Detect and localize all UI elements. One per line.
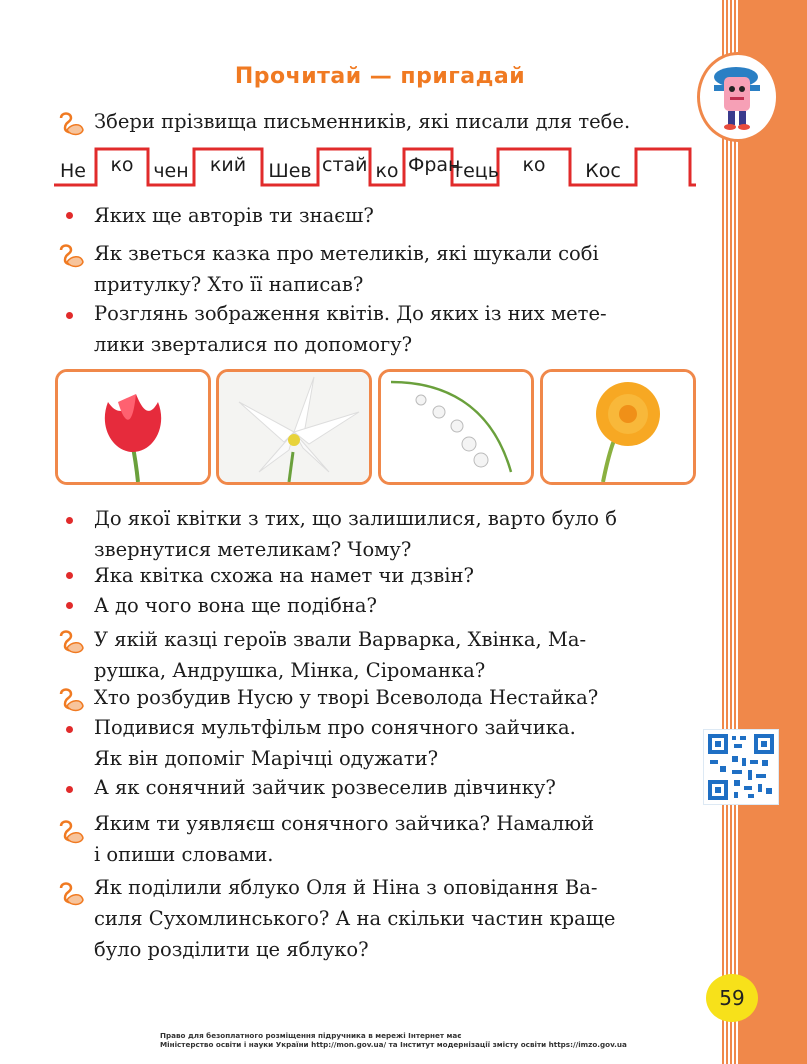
syllable-puzzle bbox=[54, 147, 696, 191]
text-line: Подивися мультфільм про сонячного зайчика. bbox=[94, 716, 576, 739]
flower-image-dandelion bbox=[540, 369, 696, 485]
bullet-icon bbox=[66, 517, 73, 524]
text-line: Розглянь зображення квітів. До яких із них мете- bbox=[94, 302, 607, 325]
syllable: Шев bbox=[268, 160, 312, 182]
syllable: кий bbox=[209, 154, 247, 176]
syllable: ко bbox=[522, 154, 546, 176]
task-text-7 bbox=[94, 624, 694, 686]
text-line: Як поділили яблуко Оля й Ніна з оповідання Ва- bbox=[94, 876, 598, 899]
text-line: Як він допоміг Марічці одужати? bbox=[94, 747, 439, 770]
text-line: Хто розбудив Нусю у творі Всеволода Нестайка? bbox=[94, 686, 599, 709]
flower-image-lily bbox=[216, 369, 372, 485]
task-marker-icon bbox=[57, 816, 87, 846]
syllable: стай bbox=[322, 154, 368, 176]
page-title: Прочитай — пригадай bbox=[234, 64, 526, 89]
syllable: Кос bbox=[585, 160, 621, 182]
text-line: А як сонячний зайчик розвеселив дівчинку? bbox=[94, 776, 556, 799]
text-line: силя Сухомлинського? А на скільки частин краще bbox=[94, 907, 616, 930]
text-line: Як зветься казка про метеликів, які шукали собі bbox=[94, 242, 599, 265]
task-text-12 bbox=[94, 872, 694, 965]
text-line: У якій казці героїв звали Варварка, Хвінка, Ма- bbox=[94, 628, 587, 651]
text-line: Збери прізвища письменників, які писали для тебе. bbox=[94, 110, 631, 133]
page-number: 59 bbox=[719, 986, 745, 1010]
task-text-6 bbox=[94, 590, 694, 621]
task-marker-icon bbox=[57, 626, 87, 656]
bullet-icon bbox=[66, 312, 73, 319]
flower-image-tulip bbox=[55, 369, 211, 485]
footer-line: Право для безоплатного розміщення підручника в мережі Інтернет має bbox=[160, 1031, 462, 1040]
text-line: А до чого вона ще подібна? bbox=[94, 594, 377, 617]
text-line: До якої квітки з тих, що залишилися, варто було б bbox=[94, 507, 617, 530]
task-text-10 bbox=[94, 772, 694, 803]
syllable: чен bbox=[153, 160, 189, 182]
footer-license bbox=[160, 1031, 630, 1049]
task-text-9 bbox=[94, 712, 694, 774]
syllable: тець bbox=[452, 160, 499, 182]
flower-image-lily-of-the-valley bbox=[378, 369, 534, 485]
text-line: Яких ще авторів ти знаєш? bbox=[94, 204, 374, 227]
text-line: Яка квітка схожа на намет чи дзвін? bbox=[94, 564, 474, 587]
task-text-0 bbox=[94, 106, 694, 137]
task-marker-icon bbox=[57, 684, 87, 714]
syllable: ко bbox=[110, 154, 134, 176]
text-line: Яким ти уявляєш сонячного зайчика? Намалюй bbox=[94, 812, 595, 835]
task-text-2 bbox=[94, 238, 694, 300]
bullet-icon bbox=[66, 572, 73, 579]
bullet-icon bbox=[66, 726, 73, 733]
syllable: Не bbox=[60, 160, 86, 182]
text-line: притулку? Хто її написав? bbox=[94, 273, 364, 296]
task-marker-icon bbox=[57, 878, 87, 908]
task-text-5 bbox=[94, 560, 694, 591]
text-line: і опиши словами. bbox=[94, 843, 274, 866]
task-text-1 bbox=[94, 200, 694, 231]
syllable: ко bbox=[375, 160, 399, 182]
qr-code-icon[interactable] bbox=[703, 729, 779, 805]
task-marker-icon bbox=[57, 108, 87, 138]
syllable: Фран bbox=[408, 154, 461, 176]
text-line: було розділити це яблуко? bbox=[94, 938, 369, 961]
bullet-icon bbox=[66, 212, 73, 219]
task-text-11 bbox=[94, 808, 694, 870]
task-text-3 bbox=[94, 298, 694, 360]
text-line: рушка, Андрушка, Мінка, Сіроманка? bbox=[94, 659, 486, 682]
task-text-4 bbox=[94, 503, 694, 565]
bullet-icon bbox=[66, 786, 73, 793]
bullet-icon bbox=[66, 602, 73, 609]
task-text-8 bbox=[94, 682, 694, 713]
task-marker-icon bbox=[57, 240, 87, 270]
text-line: звернутися метеликам? Чому? bbox=[94, 538, 412, 561]
footer-line: Міністерство освіти і науки України http://mon.gov.ua/ та Інститут модернізації змісту освіти https://imzo.gov.ua bbox=[160, 1040, 627, 1049]
side-stripe-lines bbox=[724, 0, 738, 1064]
text-line: лики зверталися по допомогу? bbox=[94, 333, 413, 356]
